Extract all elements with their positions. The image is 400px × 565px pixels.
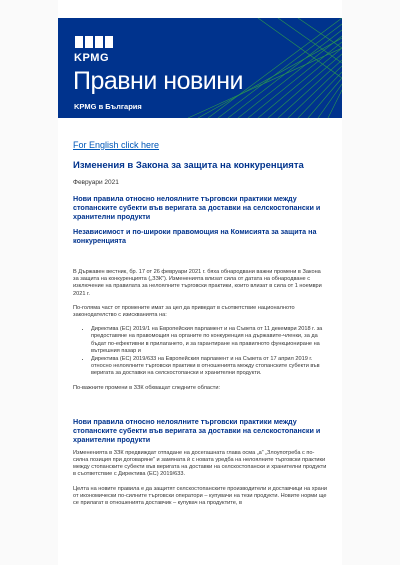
directives-list <box>73 326 327 377</box>
spacer <box>73 251 327 269</box>
kpmg-wordmark: KPMG <box>74 52 109 64</box>
newsletter-title: Правни новини <box>73 67 244 95</box>
paragraph-purpose: Целта на новите правила е да защитят селскостопанските производители и доставчици на храни от икономически по-силните търговски оператори – купувачи на тези продукти. Новите норми ще се прилагат в отношенията доставчик – купувач на продуктите, в <box>73 485 327 507</box>
newsletter-sheet <box>58 0 342 565</box>
paragraph-areas: По-важните промени в ЗЗК обхващат следните области: <box>73 384 221 391</box>
section-heading-independence: Независимост и по-широки правомощия на Комисията за защита на конкуренцията <box>73 227 317 245</box>
newsletter-subtitle: KPMG в България <box>74 102 142 111</box>
list-item: • Директива (ЕС) 2019/633 на Европейския парламент и на Съвета от 17 април 2019 г. относно нелоялните търговски практики в отношенията между стопанските субекти във веригата за доставки на селскостопански и хранителни продукти. <box>91 356 327 378</box>
paragraph-directives-intro: По-голяма част от промените имат за цел да приведат в съответствие националното законодателство с изискванията на: <box>73 304 295 319</box>
spacer <box>73 399 327 417</box>
article-title: Изменения в Закона за защита на конкуренцията <box>73 160 304 171</box>
article-date: Февруари 2021 <box>73 179 119 186</box>
list-item: • Директива (ЕС) 2019/1 на Европейския парламент и на Съвета от 11 декември 2018 г. за предоставяне на правомощия на органите по конкуренция на държавите-членки, за да бъдат по-ефективни в прилагането, и за гарантиране на правилното функциониране на вътрешния пазар и <box>91 326 327 355</box>
article-content <box>73 140 327 514</box>
english-version-link[interactable]: For English click here <box>73 140 160 150</box>
paragraph-intro: В Държавен вестник, бр. 17 от 26 февруари 2021 г. бяха обнародвани важни промени в Закона за защита на конкуренцията („ЗЗК“). Измененията влизат сила от датата на обнародване с изключение на правилата за нелоялните търговски практики, които влизат в сила от 1 ноември 2021 г. <box>73 269 322 297</box>
paragraph-amendments: Измененията в ЗЗК предвиждат отпадане на досегашната глава осма „а“ „Злоупотреба с по-силна позиция при договаряне“ и замяната ѝ с новата уредба на нелоялните търговски практики между стопанските субекти във веригата на доставки на селскостопански и хранителни продукти в съответствие с Директива (ЕС) 2019/633. <box>73 449 327 478</box>
section-heading-unfair-practices-2: Нови правила относно нелоялните търговски практики между стопанските субекти във веригата за доставки на селскостопански и хранителни продукти <box>73 416 321 444</box>
newsletter-header <box>58 18 342 118</box>
section-heading-unfair-practices: Нови правила относно нелоялните търговски практики между стопанските субекти във веригата за доставки на селскостопански и хранителни продукти <box>73 194 321 221</box>
